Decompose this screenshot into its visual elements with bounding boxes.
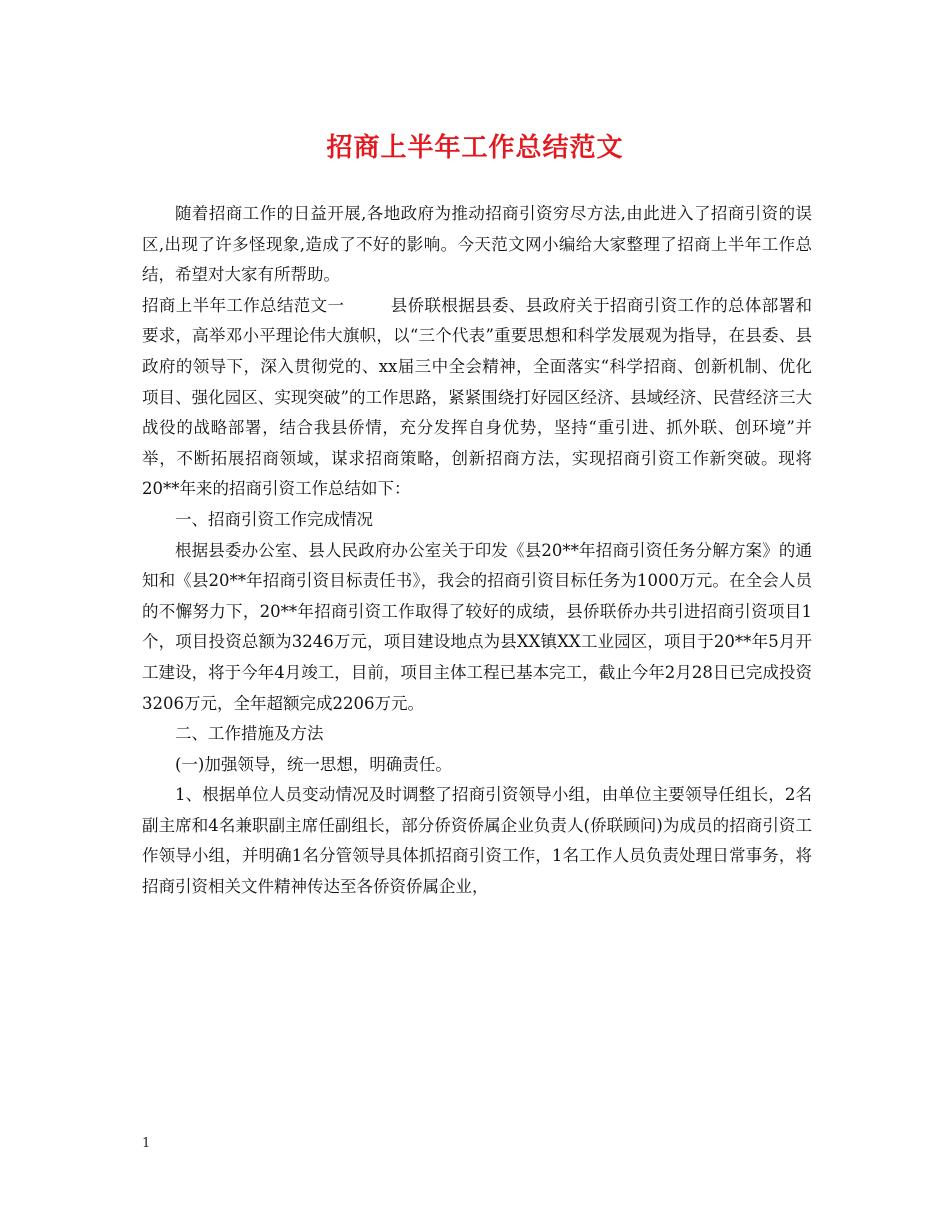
heading-measures-methods: 二、工作措施及方法 [175,724,324,744]
document-body [142,199,812,903]
document-title: 招商上半年工作总结范文 [326,133,624,163]
section-one-paragraph [142,291,812,505]
subheading-leadership: (一)加强领导，统一思想，明确责任。 [175,754,452,774]
completion-paragraph: 根据县委办公室、县人民政府办公室关于印发《县20**年招商引资任务分解方案》的通知和《县20**年招商引资目标责任书》，我会的招商引资目标任务为1000万元。在全会人员的不懈努力下，20**年招商引资工作取得了较好的成绩，县侨联侨办共引进招商引资项目1个，项目投资总额为3246万元，项目建设地点为县XX镇XX工业园区，项目于20**年5月开工建设，将于今年4月竣工，目前，项目主体工程已基本完工，截止今年2月28日已完成投资3206万元，全年超额完成2206万元。 [142,540,812,713]
section-label: 招商上半年工作总结范文一 [142,295,345,315]
leadership-paragraph: 1、根据单位人员变动情况及时调整了招商引资领导小组，由单位主要领导任组长，2名副主席和4名兼职副主席任副组长，部分侨资侨属企业负责人(侨联顾问)为成员的招商引资工作领导小组，并明确1名分管领导具体抓招商引资工作，1名工作人员负责处理日常事务，将招商引资相关文件精神传达至各侨资侨属企业， [142,785,812,897]
section-body: 县侨联根据县委、县政府关于招商引资工作的总体部署和要求，高举邓小平理论伟大旗帜，以“三个代表”重要思想和科学发展观为指导，在县委、县政府的领导下，深入贯彻党的、xx届三中全会精神，全面落实“科学招商、创新机制、优化项目、强化园区、实现突破”的工作思路，紧紧围绕打好园区经济、县域经济、民营经济三大战役的战略部署，结合我县侨情，充分发挥自身优势，坚持“重引进、抓外联、创环境”并举，不断拓展招商领域，谋求招商策略，创新招商方法，实现招商引资工作新突破。现将20**年来的招商引资工作总结如下： [142,295,813,499]
intro-paragraph: 随着招商工作的日益开展,各地政府为推动招商引资穷尽方法,由此进入了招商引资的误区,出现了许多怪现象,造成了不好的影响。今天范文网小编给大家整理了招商上半年工作总结，希望对大家有所帮助。 [142,204,812,285]
heading-work-completion: 一、招商引资工作完成情况 [175,509,373,529]
page-number: 1 [142,1136,151,1151]
